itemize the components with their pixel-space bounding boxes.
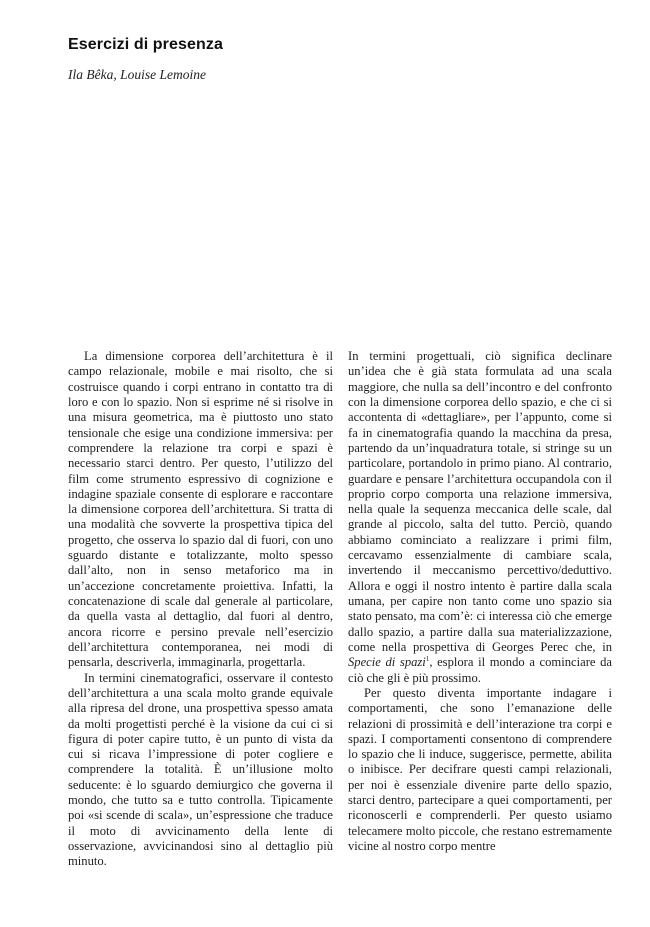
paragraph: La dimensione corporea dell’architettura è il campo relazionale, mobile e mai risolto, che si costruisce quando i corpi entrano in contatto tra di loro e con lo spazio. Non si esprime né si risolve in una misura geometrica, ma è piuttosto uno stato tensionale che esige una condizione immersiva: per comprendere la relazione tra corpi e spazi è necessario starci dentro. Per questo, l’utilizzo del film come strumento espressivo di cognizione e indagine spaziale consente di esplorare e raccontare la dimensione corporea dell’architettura. Si tratta di una modalità che sovverte la prospettiva tipica del progetto, che osserva lo spazio dal di fuori, con uno sguardo distante e totalizzante, molto spesso dall’alto, non in senso metaforico ma in un’accezione concretamente proiettiva. Infatti, la concatenazione di scale dal generale al particolare, da quella vasta al dettaglio, dal fuori al dentro, ancora ricorre e persino prevale nell’esercizio dell’architettura contemporanea, nei modi di pensarla, descriverla, immaginarla, progettarla. [68, 349, 333, 670]
paragraph-text: In termini progettuali, ciò significa declinare un’idea che è già stata formulata ad una scala maggiore, che nulla sa dell’incontro e del confronto con la dimensione corporea dello spazio, e che ci si accontenta di «dettagliare», per l’appunto, come si fa in cinematografia quando la macchina da presa, partendo da un’inquadratura totale, si stringe su un particolare, portandolo in primo piano. Al contrario, guardare e pensare l’architettura occupandola con il proprio corpo comporta una relazione immersiva, nella quale la sequenza meccanica delle scale, dal grande al piccolo, salta del tutto. Perciò, quando abbiamo cominciato a realizzare i primi film, cercavamo essenzialmente di cambiare scala, invertendo il meccanismo percettivo/deduttivo. Allora e oggi il nostro intento è partire dalla scala umana, per capire non tanto come uno spazio sia stato pensato, ma com’è: ci interessa ciò che emerge dallo spazio, a partire dalla sua materializzazione, come nella prospettiva di Georges Perec che, in [348, 349, 612, 654]
paragraph: Per questo diventa importante indagare i comportamenti, che sono l’emanazione delle relazioni di prossimità e dell’interazione tra corpi e spazi. I comportamenti consentono di comprendere lo spazio che li induce, suggerisce, permette, abilita o inibisce. Per decifrare questi campi relazionali, per noi è essenziale divenire parte dello spazio, starci dentro, partecipare a quei comportamenti, per riconoscerli e comprenderli. Per questo usiamo telecamere molto piccole, che restano estremamente vicine al nostro corpo mentre [348, 685, 612, 853]
paragraph [348, 349, 612, 686]
paragraph: In termini cinematografici, osservare il contesto dell’architettura a una scala molto grande equivale alla ripresa del drone, una prospettiva spesso amata da molti progettisti perché è la visione da cui ci si figura di poter capire tutto, è un punto di vista da cui si ricava l’impressione di poter cogliere e comprendere la totalità. È un’illusione molto seducente: è lo sguardo demiurgico che governa il mondo, che tutto sa e tutto controlla. Tipicamente poi «si scende di scala», un’espressione che traduce il moto di avvicinamento della lente di osservazione, avvicinandosi sino al dettaglio più minuto. [68, 670, 333, 869]
page-title: Esercizi di presenza [68, 36, 223, 53]
book-title: Specie di spazi [348, 655, 426, 670]
paragraph-text: , esplora il mondo a cominciare da ciò che gli è più prossimo. [348, 655, 612, 685]
footnote-marker: 1 [425, 655, 430, 664]
left-column [68, 349, 333, 870]
right-column [348, 349, 612, 854]
authors: Ila Bêka, Louise Lemoine [68, 67, 206, 82]
